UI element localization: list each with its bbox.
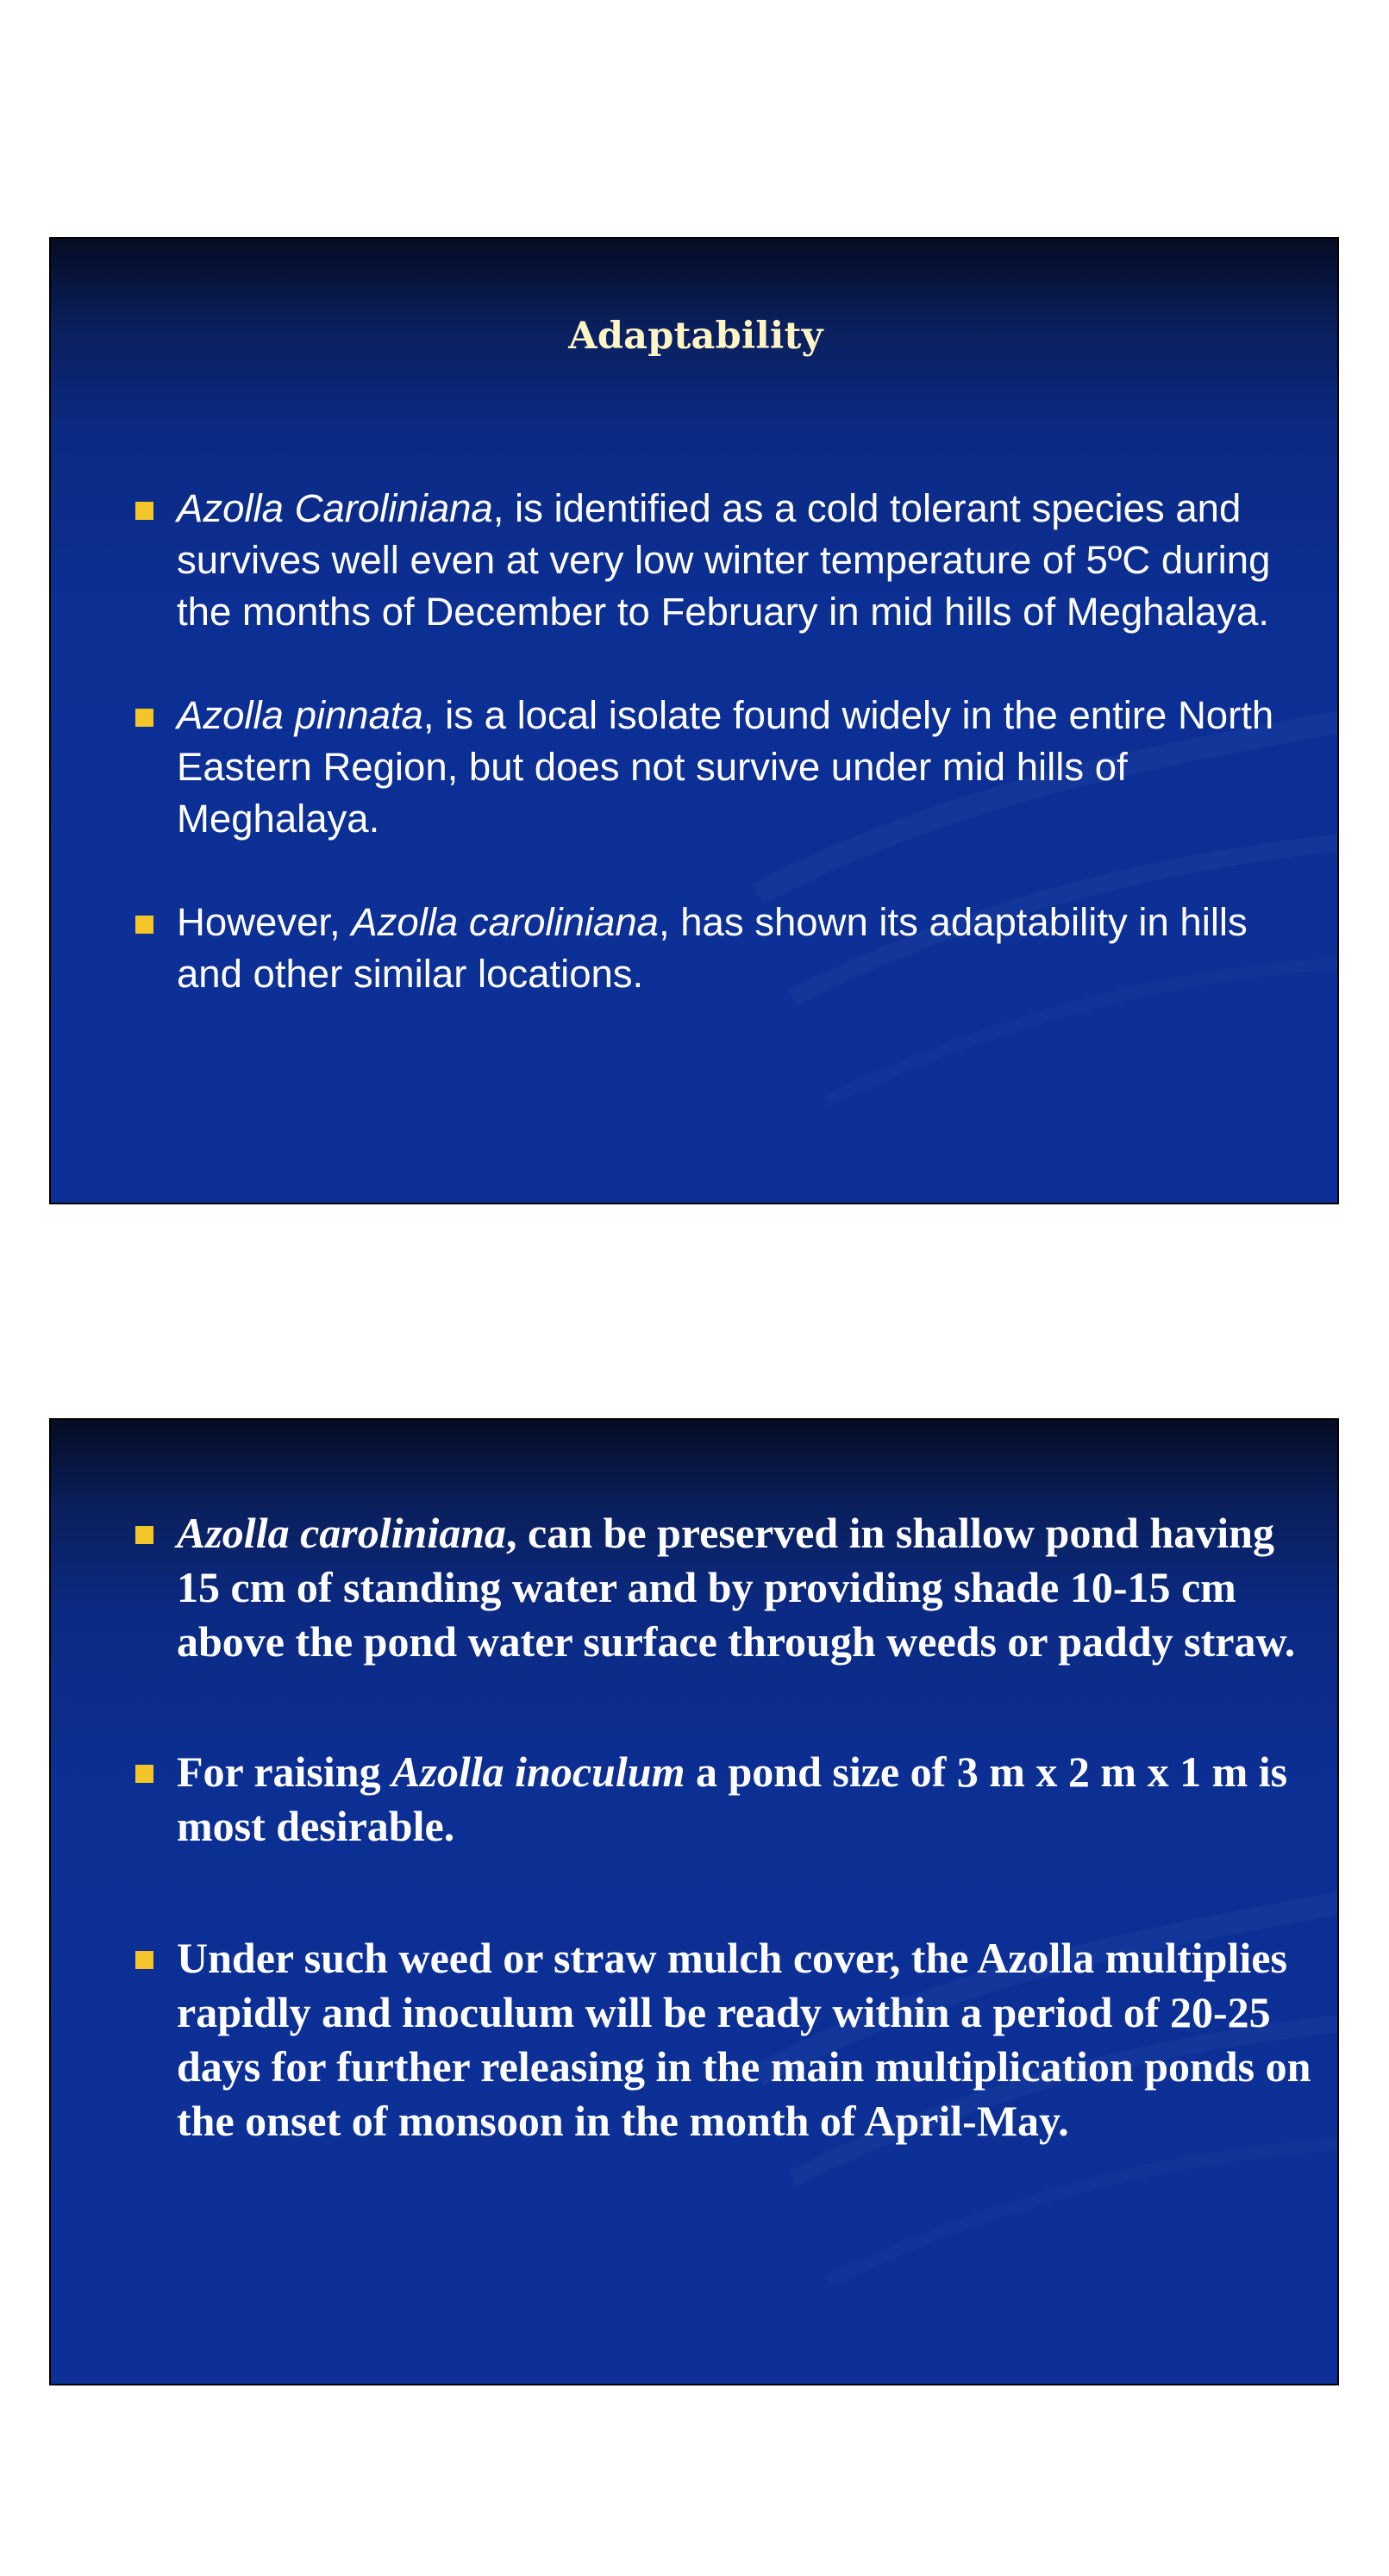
species-name: Azolla caroliniana: [177, 1509, 507, 1557]
bullet-lead: For raising: [177, 1748, 392, 1796]
species-name: Azolla inoculum: [391, 1748, 685, 1796]
species-name: Azolla pinnata: [177, 693, 423, 737]
slide-preservation: [49, 1418, 1339, 2385]
square-bullet-icon: [135, 916, 153, 934]
bullet-list: [177, 1506, 1315, 2148]
slide-adaptability: [49, 237, 1339, 1204]
square-bullet-icon: [135, 1951, 153, 1969]
bullet-item: [177, 1506, 1315, 1669]
slide-title: Adaptability: [568, 315, 823, 358]
square-bullet-icon: [135, 1526, 153, 1544]
square-bullet-icon: [135, 709, 153, 727]
bullet-list: [177, 483, 1323, 1052]
bullet-text: Under such weed or straw mulch cover, the Azolla multiplies rapidly and inoculum will be ready within a period of 20-25 days for further releasing in the main multiplication ponds on the onset of monsoon in the month of April-May.: [177, 1934, 1311, 2145]
species-name: Azolla Caroliniana: [177, 486, 493, 530]
square-bullet-icon: [135, 1765, 153, 1783]
bullet-item: [177, 1931, 1315, 2148]
bullet-item: [177, 483, 1323, 638]
bullet-text: , is identified as a cold tolerant species and survives well even at very low winter temperature of 5ºC during the months of December to February in mid hills of Meghalaya.: [177, 486, 1271, 634]
square-bullet-icon: [135, 502, 153, 520]
bullet-text: , can be preserved in shallow pond having 15 cm of standing water and by providing shade 10-15 cm above the pond water surface through weeds or paddy straw.: [177, 1509, 1296, 1666]
bullet-lead: However,: [177, 900, 352, 944]
bullet-item: [177, 897, 1323, 1000]
bullet-text: , is a local isolate found widely in the entire North Eastern Region, but does not survive under mid hills of Meghalaya.: [177, 693, 1274, 841]
bullet-item: [177, 690, 1323, 845]
bullet-text: a pond size of 3 m x 2 m x 1 m is most desirable.: [177, 1748, 1288, 1850]
species-name: Azolla caroliniana: [351, 900, 659, 944]
bullet-text: , has shown its adaptability in hills and other similar locations.: [177, 900, 1248, 996]
bullet-item: [177, 1745, 1315, 1854]
